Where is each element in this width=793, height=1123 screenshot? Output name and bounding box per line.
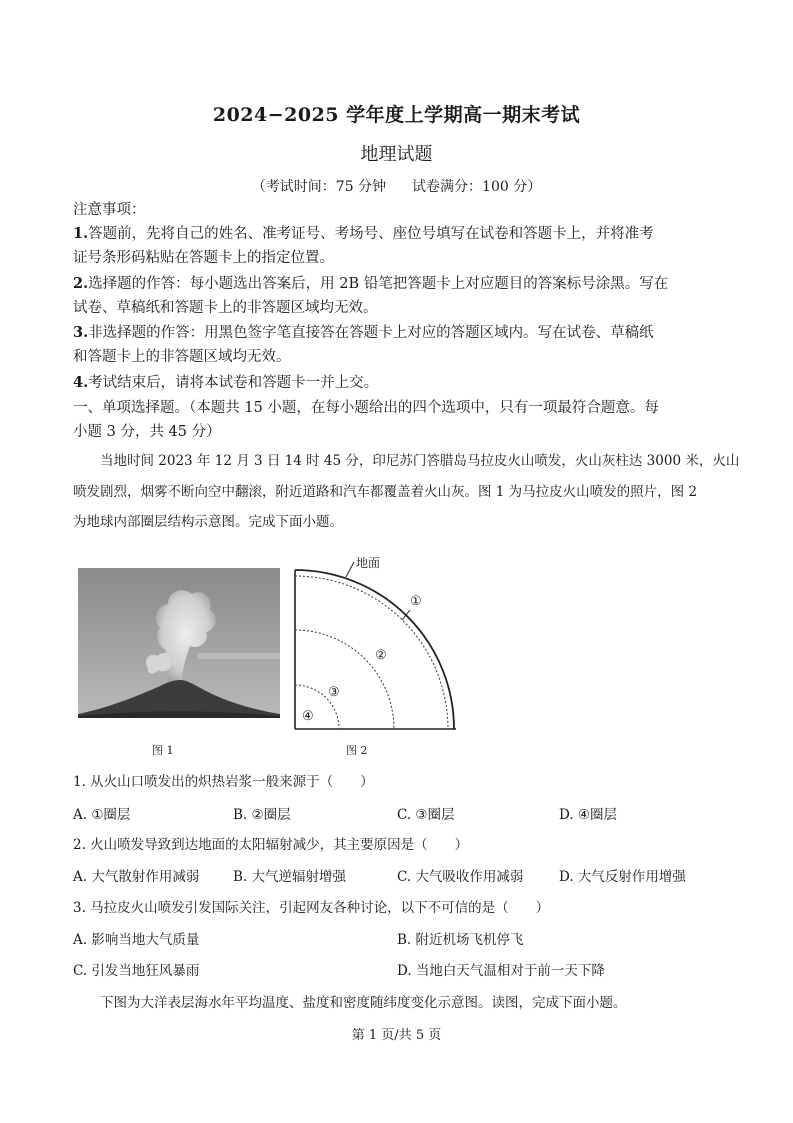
exam-meta — [0, 176, 793, 196]
surface-label: 地面 — [356, 556, 381, 570]
question-1-option-d: D. ④圈层 — [559, 807, 618, 823]
question-2-option-a: A. 大气散射作用减弱 — [73, 869, 200, 885]
notes-heading: 注意事项： — [73, 202, 146, 218]
exam-title: 2024−2025 学年度上学期高一期末考试 — [212, 104, 581, 126]
exam-time: （考试时间：75 分钟 — [251, 179, 387, 195]
question-1-option-b: B. ②圈层 — [233, 807, 291, 823]
passage-line-2: 喷发剧烈，烟雾不断向空中翻滚，附近道路和汽车都覆盖着火山灰。图 1 为马拉皮火山喷发的照片，图 2 — [73, 484, 698, 500]
question-2-option-b: B. 大气逆辐射增强 — [233, 869, 347, 885]
note-1-line-1: 1.答题前，先将自己的姓名、准考证号、考场号、座位号填写在试卷和答题卡上，并将准考 — [73, 225, 654, 242]
figure-2-caption: 图 2 — [346, 744, 368, 757]
question-3-option-d: D. 当地白天气温相对于前一天下降 — [397, 963, 605, 979]
note-3-line-2: 和答题卡上的非答题区域均无效。 — [73, 349, 291, 365]
question-3-option-b: B. 附近机场飞机停飞 — [397, 932, 524, 948]
note-4-line-1: 4.考试结束后，请将本试卷和答题卡一并上交。 — [73, 374, 379, 391]
section-heading-line-2: 小题 3 分，共 45 分） — [73, 424, 221, 440]
passage-line-1: 当地时间 2023 年 12 月 3 日 14 时 45 分，印尼苏门答腊岛马拉皮火山喷发，火山灰柱达 3000 米，火山 — [100, 453, 740, 469]
question-3-option-a: A. 影响当地大气质量 — [73, 932, 200, 948]
layer-3-label: ③ — [328, 685, 340, 700]
question-2-option-c: C. 大气吸收作用减弱 — [397, 869, 524, 885]
question-1-option-c: C. ③圈层 — [397, 807, 455, 823]
note-2-line-1: 2.选择题的作答：每小题选出答案后，用 2B 铅笔把答题卡上对应题目的答案标号涂黑。写在 — [73, 275, 669, 292]
question-3-option-c: C. 引发当地狂风暴雨 — [73, 963, 200, 979]
figure-1-caption: 图 1 — [152, 744, 174, 757]
next-passage: 下图为大洋表层海水年平均温度、盐度和密度随纬度变化示意图。读图，完成下面小题。 — [100, 995, 627, 1011]
layer-4-label: ④ — [302, 709, 314, 724]
question-1-option-a: A. ①圈层 — [73, 807, 131, 823]
note-2-line-2: 试卷、草稿纸和答题卡上的非答题区域均无效。 — [73, 300, 378, 316]
exam-subject: 地理试题 — [360, 144, 433, 165]
note-1-line-2: 证号条形码粘贴在答题卡上的指定位置。 — [73, 250, 334, 266]
section-heading-line-1: 一、单项选择题。（本题共 15 小题，在每小题给出的四个选项中，只有一项最符合题意。每 — [73, 400, 659, 416]
question-1-stem: 1. 从火山口喷发出的炽热岩浆一般来源于（ ） — [73, 774, 374, 790]
question-2-option-d: D. 大气反射作用增强 — [559, 869, 686, 885]
question-3-stem: 3. 马拉皮火山喷发引发国际关注，引起网友各种讨论，以下不可信的是（ ） — [73, 900, 550, 916]
exam-score: 试卷满分：100 分） — [412, 179, 542, 195]
volcano-photo — [78, 568, 280, 718]
earth-layers-diagram — [284, 552, 476, 757]
page-footer: 第 1 页/共 5 页 — [351, 1028, 442, 1043]
question-2-stem: 2. 火山喷发导致到达地面的太阳辐射减少，其主要原因是（ ） — [73, 837, 469, 853]
layer-1-label: ① — [410, 594, 422, 609]
layer-2-label: ② — [375, 648, 387, 663]
note-3-line-1: 3.非选择题的作答：用黑色签字笔直接答在答题卡上对应的答题区域内。写在试卷、草稿纸 — [73, 324, 654, 341]
passage-line-3: 为地球内部圈层结构示意图。完成下面小题。 — [73, 514, 343, 530]
